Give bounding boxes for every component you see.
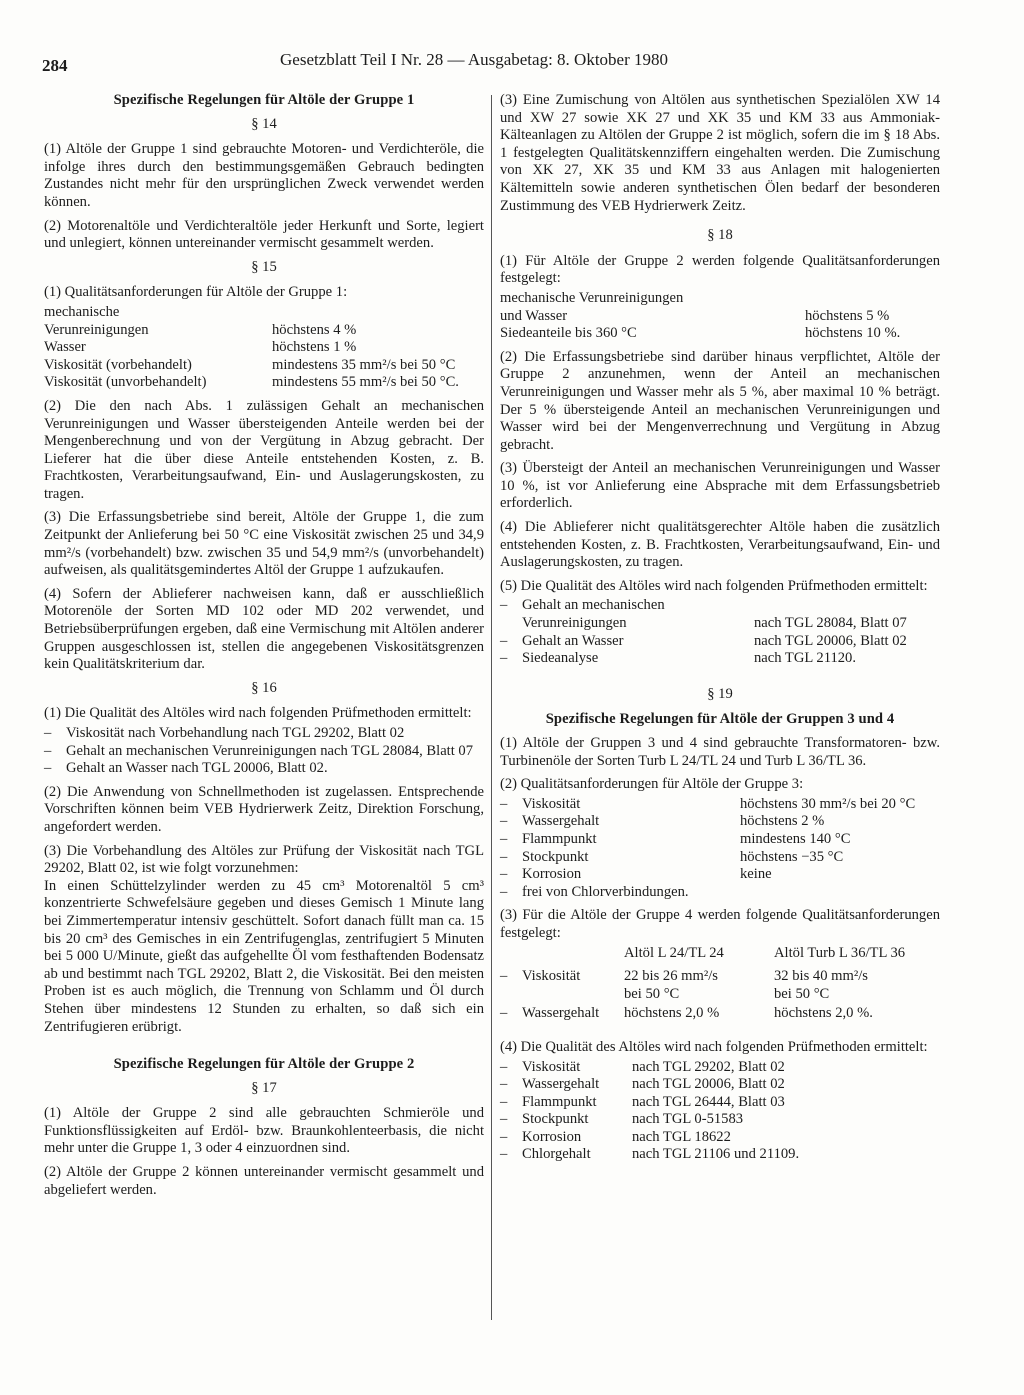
paragraph: In einen Schüttelzylinder werden zu 45 cm³ Motorenaltöl 5 cm³ konzentrierte Schwefelsäure gegeben und dieses Gemisch 1 Minute lang bei Zimmertemperatur intensiv geschüttelt. Sofort danach füllt man ca. 15 bis 20 cm³ des Gemisches in ein Zentrifugenglas, zentrifugiert 5 Minuten bei 5 000 U/Minute, gießt das aufgehellte Öl vom festhaftenden Bodensatz ab und bestimmt nach TGL 29202, Blatt 2, die Viskosität. Bei den meisten Proben ist es auch möglich, die Trennung von Schlamm und Öl durch Stehen über mindestens 12 Stunden zu erhalten, so daß sich ein Zentrifugieren erübrigt. xyxy=(44,877,484,1035)
right-column xyxy=(500,92,940,1164)
paragraph: (5) Die Qualität des Altöles wird nach folgenden Prüfmethoden ermittelt: xyxy=(500,577,928,594)
paragraph: (2) Motorenaltöle und Verdichteraltöle jeder Herkunft und Sorte, legiert und unlegiert, können untereinander vermischt gesammelt werden. xyxy=(44,217,484,252)
quality-table xyxy=(500,945,940,1023)
requirements-list xyxy=(44,304,484,392)
list-item: mechanische Verunreinigungen xyxy=(500,289,684,306)
list-item: – Stockpunkt nach TGL 0-51583 xyxy=(500,1111,744,1128)
page-header xyxy=(0,46,1024,76)
paragraph: (4) Die Ablieferer nicht qualitätsgerechter Altöle haben die zusätzlich entstehenden Kosten, z. B. Frachtkosten, Verarbeitungsaufwand, Ein- und Auslagerungskosten, zu tragen. xyxy=(500,519,940,571)
list-item: – Viskosität nach TGL 29202, Blatt 02 xyxy=(500,1058,785,1075)
list-item: – Chlorgehalt nach TGL 21106 und 21109. xyxy=(500,1146,800,1163)
section-16: § 16 xyxy=(251,679,277,696)
list-item: Viskosität (unvorbehandelt) mindestens 55 mm²/s bei 50 °C. xyxy=(44,374,459,391)
paragraph: (1) Altöle der Gruppe 1 sind gebrauchte Motoren- und Verdichteröle, die infolge ihres durch den bestimmungsgemäßen Gebrauch bedingten Zustandes nicht mehr für den ursprünglichen Zweck verwendet werden können. xyxy=(44,141,484,210)
list-item: – Flammpunkt nach TGL 26444, Blatt 03 xyxy=(500,1093,785,1110)
list-item: – Gehalt an Wasser nach TGL 20006, Blatt 02. xyxy=(44,760,328,777)
table-header: Altöl L 24/TL 24 xyxy=(624,944,724,961)
heading-gruppe-1: Spezifische Regelungen für Altöle der Gruppe 1 xyxy=(113,92,415,108)
list-item: – Wassergehalt höchstens 2 % xyxy=(500,813,825,830)
paragraph: (1) Altöle der Gruppen 3 und 4 sind gebrauchte Transformatoren- bzw. Turbinenöle der Sorten Turb L 24/TL 24 und Turb L 36/TL 36. xyxy=(500,735,940,769)
table-header-row xyxy=(500,945,940,963)
table-row: – Viskosität 22 bis 26 mm²/s bei 50 °C 32 bis 40 mm²/s bei 50 °C xyxy=(500,968,868,1002)
section-18: § 18 xyxy=(707,227,733,244)
paragraph: (4) Die Qualität des Altöles wird nach folgenden Prüfmethoden ermittelt: xyxy=(500,1038,928,1055)
paragraph: (3) Die Erfassungsbetriebe sind bereit, Altöle der Gruppe 1, die zum Zeitpunkt der Anlieferung bei 50 °C eine Viskosität zwischen 25 und 34,9 mm²/s (vorbehandelt) bzw. zwischen 35 und 54,9 mm²/s (unvorbehandelt) aufweisen, als qualitätsgemindertes Altöl der Gruppe 1 aufzukaufen. xyxy=(44,509,484,579)
table-header: Altöl Turb L 36/TL 36 xyxy=(774,944,906,961)
paragraph: (3) Übersteigt der Anteil an mechanischen Verunreinigungen und Wasser 10 %, ist vor Anlieferung eine Absprache mit dem Erfassungsbetrieb erforderlich. xyxy=(500,460,940,512)
paragraph: (1) Altöle der Gruppe 2 sind alle gebrauchten Schmieröle und Funktionsflüssigkeiten auf Erdöl- bzw. Braunkohlenteerbasis, die nicht mehr unter die Gruppe 1, 3 oder 4 einzuordnen sind. xyxy=(44,1105,484,1157)
list-item: Verunreinigungen höchstens 4 % xyxy=(44,321,357,338)
list-item: Siedeanteile bis 360 °C höchstens 10 %. xyxy=(500,325,901,342)
heading-gruppe-2: Spezifische Regelungen für Altöle der Gruppe 2 xyxy=(113,1056,415,1073)
list-item: Viskosität (vorbehandelt) mindestens 35 mm²/s bei 50 °C xyxy=(44,356,456,373)
paragraph: (1) Qualitätsanforderungen für Altöle der Gruppe 1: xyxy=(44,284,348,301)
section-14: § 14 xyxy=(251,115,277,132)
list-item: Wasser höchstens 1 % xyxy=(44,339,357,356)
paragraph: (4) Sofern der Ablieferer nachweisen kann, daß er ausschließlich Motorenöle der Sorten MD 102 oder MD 202 verwendet, und Betriebsüberprüfungen ergeben, daß eine Vermischung mit Altölen anderer Gruppen ausgeschlossen ist, stellen die angegebenen Viskositätsgrenzen kein Qualitätskriterium dar. xyxy=(44,585,484,673)
paragraph: (2) Die Erfassungsbetriebe sind darüber hinaus verpflichtet, Altöle der Gruppe 2 anzunehmen, wenn der Anteil an mechanischen Verunreinigungen und Wasser mehr als 5 %, aber maximal 10 % beträgt. Der 5 % übersteigende Anteil an mechanischen Verunreinigungen und Wasser wird bei der Mengenverrechnung und Vergütung in Abzug gebracht. xyxy=(500,348,940,453)
list-item: Verunreinigungen nach TGL 28084, Blatt 07 xyxy=(522,615,907,632)
list-item: – Korrosion keine xyxy=(500,866,772,883)
section-19: § 19 xyxy=(707,685,733,702)
list-item: – Flammpunkt mindestens 140 °C xyxy=(500,830,851,847)
paragraph: (2) Die den nach Abs. 1 zulässigen Gehalt an mechanischen Verunreinigungen und Wasser übersteigenden Anteile werden bei der Mengenberechnung und von der Vergütung in Abzug gebracht. Der Lieferer hat die über diese Anteile entstehenden Kosten, z. B. Frachtkosten, Verarbeitungsaufwand, Ein- und Auslagerungskosten, zu tragen. xyxy=(44,397,484,502)
paragraph: (3) Die Vorbehandlung des Altöles zur Prüfung der Viskosität nach TGL 29202, Blatt 02, ist wie folgt vorzunehmen: xyxy=(44,842,484,877)
left-column xyxy=(44,92,484,1205)
list-item: – Korrosion nach TGL 18622 xyxy=(500,1128,731,1145)
paragraph: (1) Für Altöle der Gruppe 2 werden folgende Qualitätsanforderungen festgelegt: xyxy=(500,252,940,287)
list-item: und Wasser höchstens 5 % xyxy=(500,307,890,324)
list-item: – Viskosität höchstens 30 mm²/s bei 20 °C xyxy=(500,795,916,812)
paragraph: (2) Qualitätsanforderungen für Altöle der Gruppe 3: xyxy=(500,776,804,793)
list-item: – Gehalt an mechanischen xyxy=(500,597,665,614)
list-item: – Viskosität nach Vorbehandlung nach TGL 29202, Blatt 02 xyxy=(44,725,405,741)
list-item: mechanische xyxy=(44,303,120,320)
section-15: § 15 xyxy=(251,258,277,275)
gazette-title: Gesetzblatt Teil I Nr. 28 — Ausgabetag: 8. Oktober 1980 xyxy=(280,50,669,69)
paragraph: (1) Die Qualität des Altöles wird nach folgenden Prüfmethoden ermittelt: xyxy=(44,705,472,722)
list-item: – Siedeanalyse nach TGL 21120. xyxy=(500,650,856,667)
paragraph: (2) Die Anwendung von Schnellmethoden ist zugelassen. Entsprechende Vorschriften können beim VEB Hydrierwerk Zeitz, Direktion Forschung, angefordert werden. xyxy=(44,783,484,835)
list-item: – Stockpunkt höchstens −35 °C xyxy=(500,848,844,865)
list-item: – Gehalt an mechanischen Verunreinigungen nach TGL 28084, Blatt 07 xyxy=(44,742,474,759)
list-item: – Wassergehalt nach TGL 20006, Blatt 02 xyxy=(500,1076,785,1093)
section-17: § 17 xyxy=(251,1079,277,1096)
paragraph: (2) Altöle der Gruppe 2 können untereinander vermischt gesammelt und abgeliefert werden. xyxy=(44,1164,484,1198)
column-divider xyxy=(491,95,492,1320)
table-row: – Wassergehalt höchstens 2,0 % höchstens 2,0 %. xyxy=(500,1005,873,1022)
heading-gruppen-3-4: Spezifische Regelungen für Altöle der Gruppen 3 und 4 xyxy=(545,711,895,728)
list-item: – Gehalt an Wasser nach TGL 20006, Blatt 02 xyxy=(500,632,907,649)
paragraph: (3) Für die Altöle der Gruppe 4 werden folgende Qualitätsanforderungen festgelegt: xyxy=(500,907,940,941)
list-item: – frei von Chlorverbindungen. xyxy=(500,883,689,900)
paragraph: (3) Eine Zumischung von Altölen aus synthetischen Spezialölen XW 14 und XW 27 sowie XK 27 und XK 35 und KM 33 aus Ammoniak-Kälteanlagen zu Altölen der Gruppe 2 ist möglich, sofern die im § 18 Abs. 1 festgelegten Qualitätskennziffern eingehalten werden. Die Zumischung von XK 27, XK 35 und KM 33 aus Anlagen mit halogenierten Kältemitteln sowie anderen synthetischen Ölen bedarf der besonderen Zustimmung des VEB Hydrierwerk Zeitz. xyxy=(500,92,940,214)
page-number: 284 xyxy=(42,56,68,75)
